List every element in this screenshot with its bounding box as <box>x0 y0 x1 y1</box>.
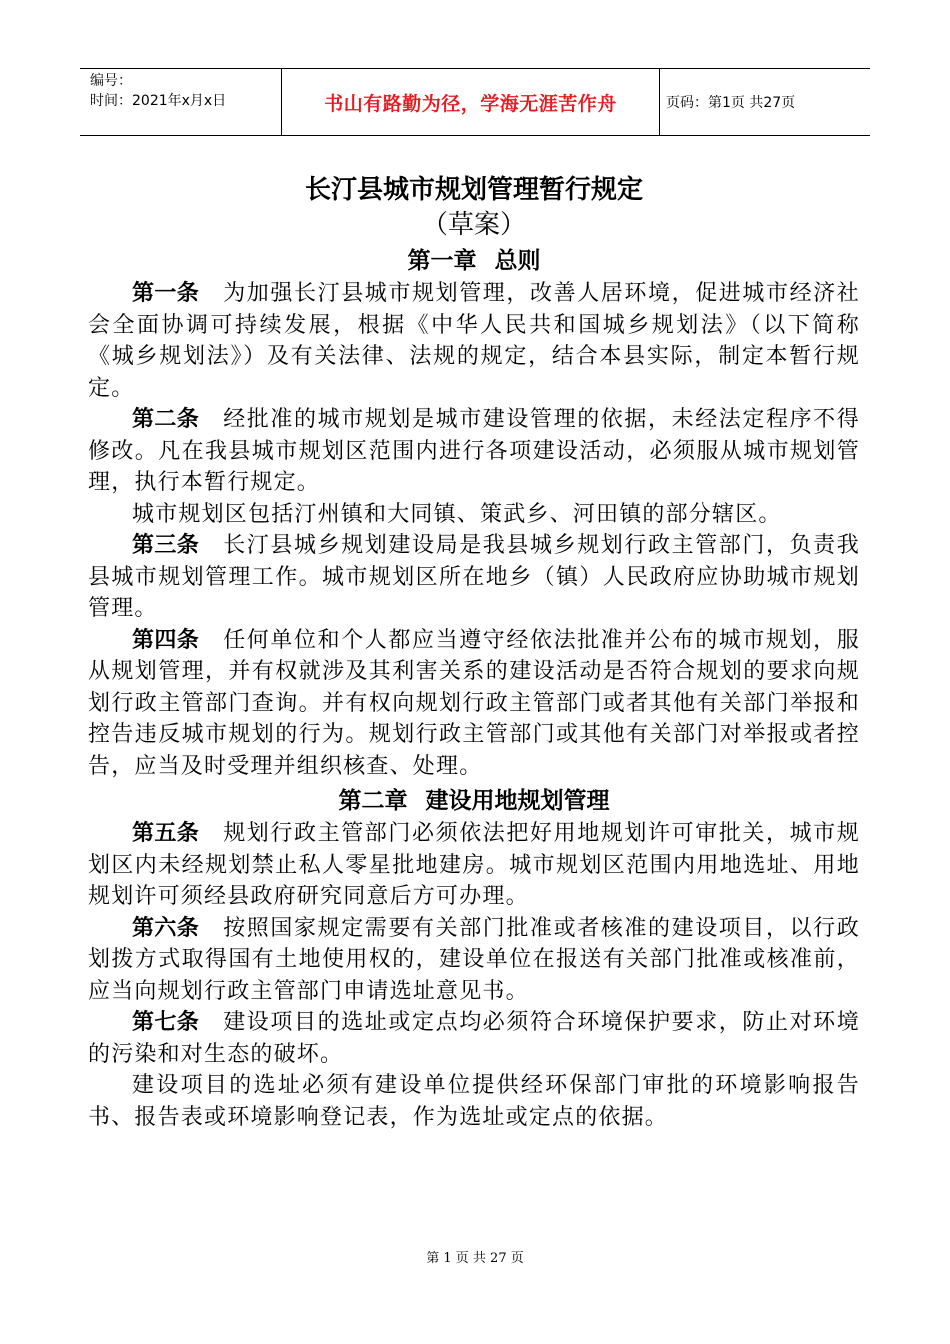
page-info-cell <box>660 69 870 135</box>
article-label: 第三条 <box>132 533 200 558</box>
article-1 <box>88 278 860 404</box>
paragraph: 建设项目的选址必须有建设单位提供经环保部门审批的环境影响报告书、报告表或环境影响登记表，作为选址或定点的依据。 <box>88 1073 860 1130</box>
time-label: 时间：2021年x月x日 <box>90 93 227 109</box>
chapter-heading-1: 第一章 总则 <box>407 248 541 274</box>
chapter-heading-2: 第二章 建设用地规划管理 <box>338 788 610 814</box>
motto-text: 书山有路勤为径，学海无涯苦作舟 <box>324 92 617 115</box>
document-body <box>88 172 860 1133</box>
article-text: 建设项目的选址或定点均必须符合环境保护要求，防止对环境的污染和对生态的破坏。 <box>88 1010 860 1067</box>
header-table <box>80 68 870 136</box>
article-label: 第六条 <box>132 915 200 941</box>
document-subtitle: （草案） <box>421 210 526 240</box>
article-label: 第一条 <box>132 281 200 306</box>
article-text: 规划行政主管部门必须依法把好用地规划许可审批关，城市规划区内未经规划禁止私人零星批地建房。城市规划区范围内用地选址、用地规划许可须经县政府研究同意后方可办理。 <box>88 821 860 909</box>
article-label: 第四条 <box>132 627 200 653</box>
article-2 <box>88 404 860 499</box>
article-4 <box>88 625 860 783</box>
paragraph: 城市规划区包括汀州镇和大同镇、策武乡、河田镇的部分辖区。 <box>132 501 782 527</box>
page-info: 页码：第1页 共27页 <box>666 95 796 111</box>
article-label: 第二条 <box>132 407 200 432</box>
number-label: 编号： <box>90 73 132 89</box>
motto-cell <box>282 69 660 135</box>
article-text: 经批准的城市规划是城市建设管理的依据，未经法定程序不得修改。凡在我县城市规划区范围内进行各项建设活动，必须服从城市规划管理，执行本暂行规定。 <box>88 407 860 495</box>
header-meta-cell <box>80 69 282 135</box>
article-label: 第七条 <box>132 1010 200 1035</box>
article-label: 第五条 <box>132 821 200 846</box>
page-footer: 第 1 页 共 27 页 <box>426 1251 524 1266</box>
article-text: 长汀县城乡规划建设局是我县城乡规划行政主管部门，负责我县城市规划管理工作。城市规划区所在地乡（镇）人民政府应协助城市规划管理。 <box>88 533 860 621</box>
article-7 <box>88 1007 860 1070</box>
article-6 <box>88 913 860 1008</box>
article-text: 按照国家规定需要有关部门批准或者核准的建设项目，以行政划拨方式取得国有土地使用权的，建设单位在报送有关部门批准或核准前，应当向规划行政主管部门申请选址意见书。 <box>88 915 860 1004</box>
article-3 <box>88 530 860 625</box>
article-text: 任何单位和个人都应当遵守经依法批准并公布的城市规划，服从规划管理，并有权就涉及其利害关系的建设活动是否符合规划的要求向规划行政主管部门查询。并有权向规划行政主管部门或者其他有关部门举报和控告违反城市规划的行为。规划行政主管部门或其他有关部门对举报或者控告，应当及时受理并组织核查、处理。 <box>88 627 860 779</box>
article-5 <box>88 818 860 913</box>
document-title: 长汀县城市规划管理暂行规定 <box>304 175 643 205</box>
article-text: 为加强长汀县城市规划管理，改善人居环境，促进城市经济社会全面协调可持续发展，根据《中华人民共和国城乡规划法》（以下简称《城乡规划法》）及有关法律、法规的规定，结合本县实际，制定本暂行规定。 <box>88 281 860 401</box>
